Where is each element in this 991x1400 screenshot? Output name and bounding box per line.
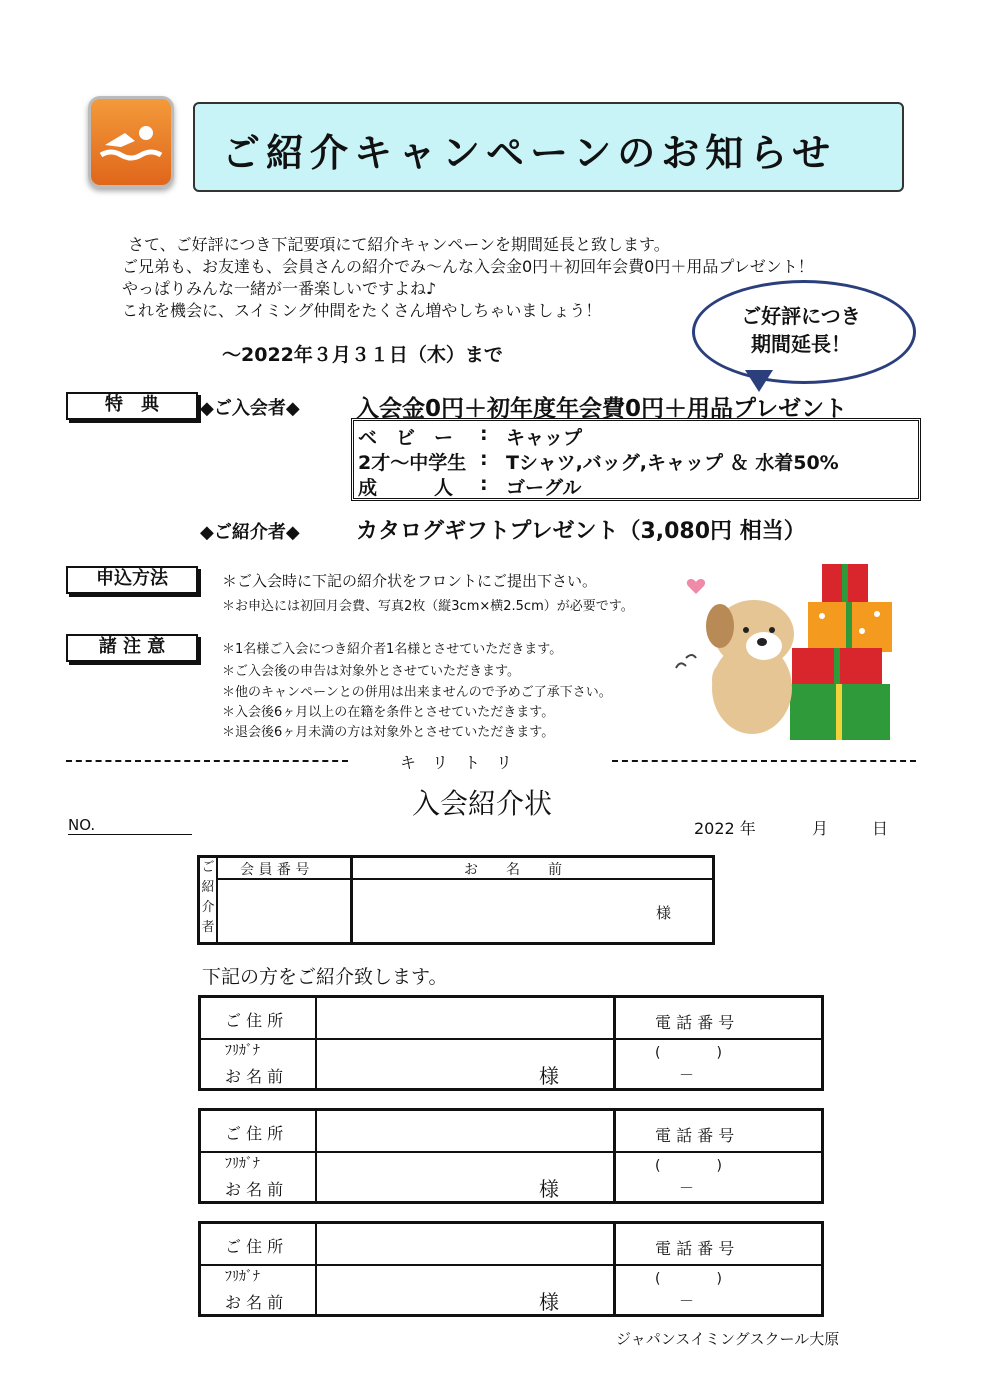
speech-bubble-tail — [745, 370, 773, 392]
phone-dash: － — [679, 1066, 695, 1084]
note-item: ＊他のキャンペーンとの併用は出来ませんので予めご了承下さい。 — [222, 685, 612, 700]
swimming-logo — [88, 96, 174, 188]
phone-paren: ( ) — [655, 1271, 722, 1287]
bubble-line: 期間延長！ — [751, 332, 851, 356]
form-date-month: 月 — [812, 819, 829, 838]
new-member-benefit: 入会金0円＋初年度年会費0円＋用品プレゼント — [356, 396, 848, 422]
form-date-year: 2022 年 — [694, 819, 756, 838]
cut-line-right — [612, 760, 916, 762]
benefit-items-box — [351, 418, 921, 501]
speech-bubble-text — [692, 302, 910, 358]
dog-gifts-illustration — [672, 556, 902, 746]
side-char: 者 — [201, 920, 215, 935]
referrer-table — [197, 855, 715, 945]
form-number-label: NO. — [68, 816, 96, 834]
benefit-item: キャップ — [506, 427, 583, 449]
entry-col-divider — [315, 1224, 317, 1314]
referrer-column-divider — [350, 858, 353, 942]
footer-school-name: ジャパンスイミングスクール大原 — [616, 1330, 840, 1348]
apply-note: ＊お申込には初回月会費、写真2枚（縦3cm×横2.5cm）が必要です。 — [222, 599, 634, 614]
member-number-header: 会 員 番 号 — [240, 862, 310, 878]
entry-col-divider — [613, 1224, 616, 1314]
entry-col-divider — [315, 998, 317, 1088]
intro-line: さて、ご好評につき下記要項にて紹介キャンペーンを期間延長と致します。 — [128, 235, 670, 254]
benefit-item: Tシャツ,バッグ,キャップ ＆ 水着50% — [506, 452, 839, 474]
address-field[interactable] — [319, 1226, 611, 1262]
phone-label: 電 話 番 号 — [655, 1239, 735, 1258]
side-char: 介 — [201, 900, 215, 915]
benefit-category: ベ ビ ー — [358, 427, 454, 449]
apply-label: 申込方法 — [66, 566, 198, 594]
intro-line: やっぱりみんな一緒が一番楽しいですよね♪ — [122, 279, 437, 298]
member-number-field[interactable] — [216, 880, 348, 940]
name-sama: 様 — [539, 1290, 559, 1314]
cut-label: キ リ ト リ — [400, 753, 513, 772]
name-field[interactable] — [319, 1153, 611, 1199]
benefits-label: 特 典 — [66, 392, 198, 420]
bubble-line: ご好評につき — [741, 304, 861, 328]
note-item: ＊ご入会後の申告は対象外とさせていただきます。 — [222, 664, 520, 679]
name-field[interactable] — [319, 1266, 611, 1312]
swimmer-icon — [91, 99, 171, 185]
phone-label: 電 話 番 号 — [655, 1013, 735, 1032]
address-field[interactable] — [319, 1000, 611, 1036]
phone-dash: － — [679, 1292, 695, 1310]
name-label: お 名 前 — [225, 1180, 284, 1199]
referrer-label: ◆ご紹介者◆ — [200, 522, 300, 543]
address-field[interactable] — [319, 1113, 611, 1149]
dog-with-presents-icon — [672, 556, 902, 746]
page-title: ご紹介キャンペーンのお知らせ — [222, 131, 837, 175]
cut-line-left — [66, 760, 348, 762]
side-char: ご — [201, 860, 215, 875]
introduce-text: 下記の方をご紹介致します。 — [202, 966, 448, 988]
referrer-benefit: カタログギフトプレゼント（3,080円 相当） — [356, 519, 806, 544]
entry-col-divider — [613, 998, 616, 1088]
referrer-sama: 様 — [656, 904, 672, 922]
name-label: お 名 前 — [225, 1293, 284, 1312]
phone-dash: － — [679, 1179, 695, 1197]
side-char: 紹 — [201, 880, 215, 895]
entry-col-divider — [613, 1111, 616, 1201]
notes-label: 諸 注 意 — [66, 634, 198, 662]
phone-paren: ( ) — [655, 1045, 722, 1061]
benefit-item: ゴーグル — [506, 477, 582, 499]
name-header: お 名 前 — [464, 862, 562, 878]
address-label: ご 住 所 — [225, 1124, 284, 1143]
entry-table-2 — [198, 1108, 824, 1204]
entry-col-divider — [315, 1111, 317, 1201]
form-title: 入会紹介状 — [412, 787, 553, 820]
note-item: ＊1名様ご入会につき紹介者1名様とさせていただきます。 — [222, 642, 563, 657]
form-number — [68, 816, 192, 835]
intro-line: ご兄弟も、お友達も、会員さんの紹介でみ～んな入会金0円＋初回年会費0円＋用品プレゼント！ — [122, 257, 814, 276]
benefit-colon: : — [480, 473, 488, 495]
apply-text: ＊ご入会時に下記の紹介状をフロントにご提出下さい。 — [222, 572, 598, 590]
benefit-category: 2才～中学生 — [358, 452, 467, 474]
address-label: ご 住 所 — [225, 1011, 284, 1030]
entry-table-3 — [198, 1221, 824, 1317]
name-field[interactable] — [319, 1040, 611, 1086]
benefit-colon: : — [480, 448, 488, 470]
name-sama: 様 — [539, 1064, 559, 1088]
benefit-category: 成 人 — [358, 477, 454, 499]
furigana-label: ﾌﾘｶﾞﾅ — [225, 1156, 260, 1172]
name-label: お 名 前 — [225, 1067, 284, 1086]
campaign-period: ～2022年３月３１日（木）まで — [222, 344, 503, 366]
name-sama: 様 — [539, 1177, 559, 1201]
phone-label: 電 話 番 号 — [655, 1126, 735, 1145]
note-item: ＊退会後6ヶ月未満の方は対象外とさせていただきます。 — [222, 725, 555, 740]
new-member-label: ◆ご入会者◆ — [200, 398, 300, 419]
furigana-label: ﾌﾘｶﾞﾅ — [225, 1043, 260, 1059]
benefit-colon: : — [480, 423, 488, 445]
address-label: ご 住 所 — [225, 1237, 284, 1256]
intro-line: これを機会に、スイミング仲間をたくさん増やしちゃいましょう！ — [122, 301, 602, 320]
phone-paren: ( ) — [655, 1158, 722, 1174]
entry-table-1 — [198, 995, 824, 1091]
form-date-day: 日 — [872, 819, 889, 838]
note-item: ＊入会後6ヶ月以上の在籍を条件とさせていただきます。 — [222, 705, 555, 720]
furigana-label: ﾌﾘｶﾞﾅ — [225, 1269, 260, 1285]
